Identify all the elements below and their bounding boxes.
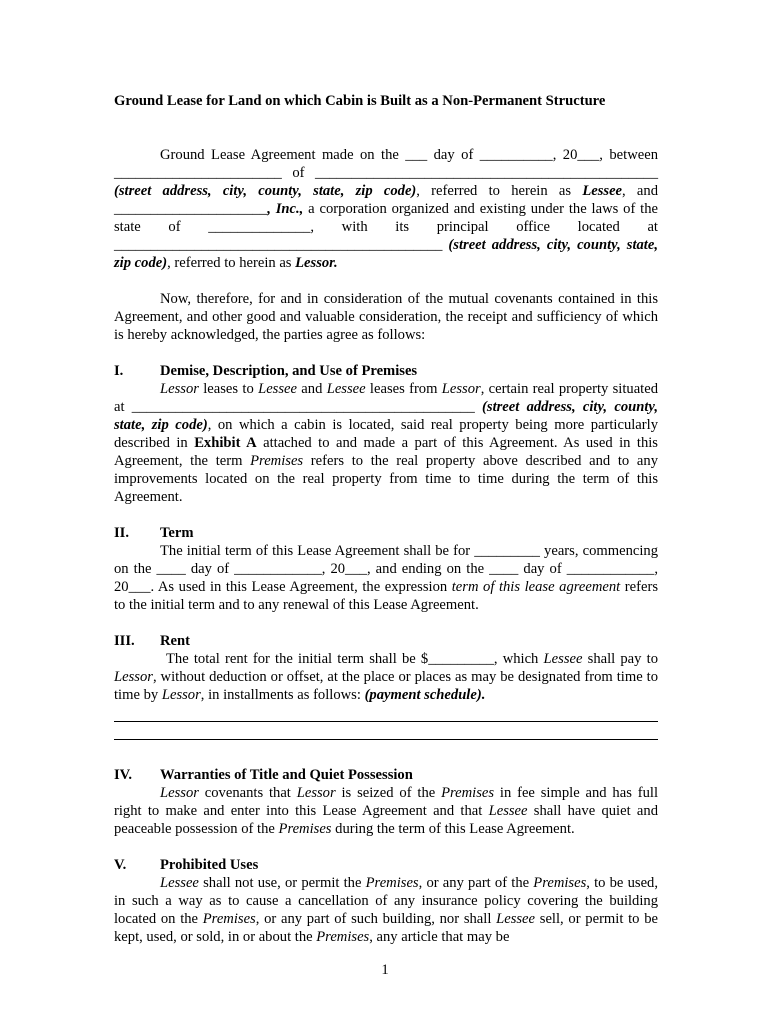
lessor-term: Lessor [160,785,199,801]
section-title: Prohibited Uses [160,857,259,873]
section-heading [114,524,658,542]
document-title: Ground Lease for Land on which Cabin is Built as a Non-Permanent Structure [114,93,606,109]
intro-address-placeholder: (street address, city, county, state, zip code) [114,183,417,199]
body-text: shall pay to [582,651,658,667]
body-text: attached to and made a part of this Agreement. As used in this Agreement, the term [114,435,658,469]
premises-term: Premises [441,785,495,801]
lessee-term: Lessee [496,911,536,927]
body-text: , certain real property situated at _______________________________________________ [114,381,659,415]
blank-line [114,722,658,740]
body-text: , in installments as follows: [200,687,365,703]
body-text: shall have quiet and peaceable possession of the [114,803,658,837]
body-text: , to be used, in such a way as to cause a cancellation of any insurance policy covering the building located on the [114,875,659,927]
lessee-term: Lessee [543,651,583,667]
intro-text: , referred to herein as [416,183,583,199]
exhibit-reference: Exhibit A [194,435,257,451]
defined-term: term of this lease agreement [451,579,621,595]
body-text: covenants that [198,785,297,801]
premises-term: Premises [533,875,587,891]
section-3 [114,632,658,740]
section-number: III. [114,633,135,649]
page-number: 1 [381,962,389,978]
section-5 [114,856,658,946]
section-heading [114,766,658,784]
section-number: V. [114,857,127,873]
section-number: I. [114,363,124,379]
body-text: and [297,381,327,397]
inc-term: , Inc., [267,201,304,217]
section-body [114,650,658,704]
section-title: Term [160,525,194,541]
premises-term: Premises [365,875,419,891]
premises-term: Premises [278,821,332,837]
payment-schedule-placeholder: (payment schedule). [364,687,486,703]
section-4 [114,766,658,838]
section-heading [114,632,658,650]
intro-text: Ground Lease Agreement made on the ___ day of __________, 20___, between _______________________ of _______________________________________________ [114,147,658,181]
lessor-term: Lessor [296,785,336,801]
premises-term: Premises [250,453,304,469]
lessor-term: Lessor [160,381,199,397]
section-body [114,380,658,506]
lessee-term: Lessee [582,183,623,199]
body-text: during the term of this Lease Agreement. [331,821,575,837]
intro-text: , referred to herein as [167,255,296,271]
consideration-paragraph: Now, therefore, for and in consideration of the mutual covenants contained in this Agreement, and other good and valuable consideration, the receipt and sufficiency of which is hereby acknowledged, the parties agree as follows: [114,291,658,343]
body-text: shall not use, or permit the [198,875,366,891]
intro-text: , and _____________________ [114,183,658,217]
blank-line [114,704,658,722]
body-text: is seized of the [335,785,442,801]
body-text: sell, or permit to be kept, used, or sold, in or about the [114,911,658,945]
lessee-term: Lessee [488,803,528,819]
body-text: refers to the initial term and to any renewal of this Lease Agreement. [114,579,658,613]
lessee-term: Lessee [160,875,199,891]
body-text: , or any part of the [418,875,534,891]
section-title: Demise, Description, and Use of Premises [160,363,418,379]
body-text: The total rent for the initial term shall be $_________, which [166,651,544,667]
section-number: IV. [114,767,132,783]
lessor-term: Lessor [161,687,201,703]
section-2 [114,524,658,614]
section-heading [114,856,658,874]
body-text: in fee simple and has full right to make and enter into this Lease Agreement and that [114,785,658,819]
premises-term: Premises [316,929,370,945]
section-1 [114,362,658,506]
body-text: leases to [198,381,259,397]
section-body [114,542,658,614]
section-number: II. [114,525,130,541]
section-heading [114,362,658,380]
address-placeholder: (street address, city, county, state, zip code) [114,399,658,433]
section-title: Rent [160,633,190,649]
section-title: Warranties of Title and Quiet Possession [160,767,413,783]
intro-paragraph [114,146,658,272]
lessee-term: Lessee [326,381,366,397]
body-text: , on which a cabin is located, said real property being more particularly described in [114,417,658,451]
body-text: , any article that may be [369,929,510,945]
body-text: The initial term of this Lease Agreement shall be for _________ years, commencing on the ____ day of ____________, 20___, and ending on the ____ day of ____________, 20___. As used in this Lease Agreement, the expression [114,543,658,595]
body-text: leases from [365,381,442,397]
body-text: , without deduction or offset, at the place or places as may be designated from time to time by [114,669,658,703]
lessor-term: Lessor. [295,255,338,271]
lessor-term: Lessor [114,669,153,685]
intro-address-placeholder: (street address, city, county, state, zip code) [114,237,658,271]
intro-text: a corporation organized and existing under the laws of the state of ______________, with its principal office located at _____________________________________________ [114,201,658,253]
lessor-term: Lessor [441,381,481,397]
section-body [114,874,658,946]
section-body [114,784,658,838]
lessee-term: Lessee [258,381,297,397]
body-text: , or any part of such building, nor shall [255,911,497,927]
body-text: refers to the real property above described and to any improvements located on the real property from time to time during the term of this Agreement. [114,453,658,505]
premises-term: Premises [202,911,256,927]
